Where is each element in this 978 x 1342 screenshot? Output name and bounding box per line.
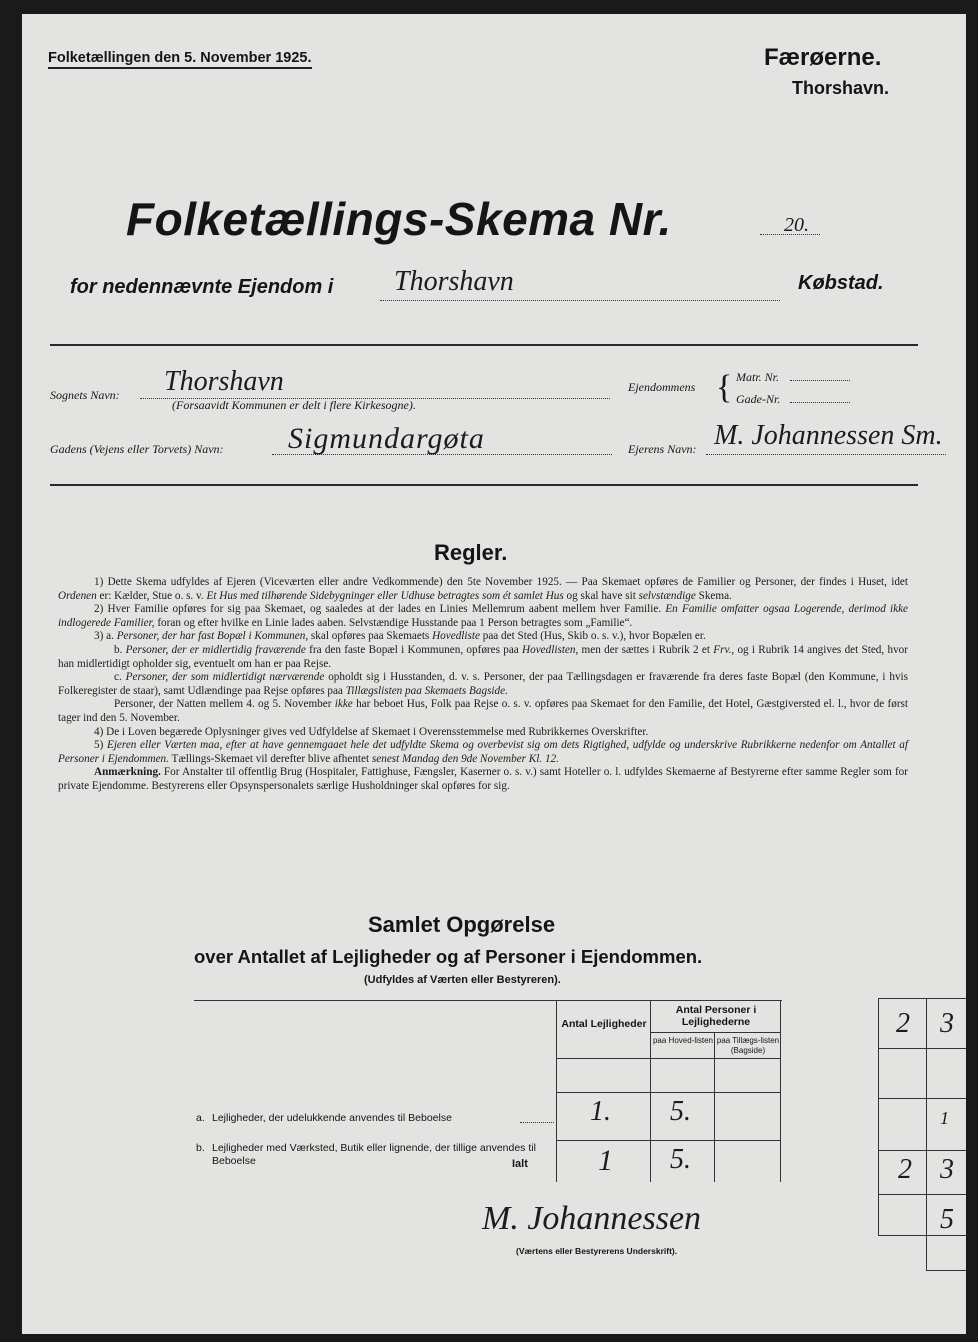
- gade-field: [790, 402, 850, 403]
- table-row-a-line: [556, 1092, 780, 1093]
- col-persons-header: Antal Personer i Lejlighederne: [675, 1004, 757, 1028]
- side-last-col-line: [926, 1194, 927, 1270]
- side-r5c2: 5: [940, 1204, 954, 1235]
- rules-text: [58, 576, 908, 794]
- owner-value: M. Johannessen Sm.: [714, 420, 943, 451]
- divider-fields: [50, 484, 918, 486]
- property-brace: {: [716, 369, 733, 406]
- side-r1c2: 3: [940, 1008, 954, 1039]
- property-number-label: Ejendommens: [628, 380, 696, 394]
- table-row-b-line: [556, 1140, 780, 1141]
- side-row-line-5: [926, 1270, 966, 1271]
- side-row-line-1: [878, 1048, 966, 1049]
- rule-3a: 3) a. Personer, der har fast Bopæl i Kommunen, skal opføres paa Skemaets Hovedliste paa det Sted (Hus, Skib o. s. v.), hvor Bopælen er.: [94, 630, 706, 643]
- table-subheader-line: [650, 1032, 780, 1033]
- rule-4: 4) De i Loven begærede Oplysninger gives ved Udfyldelse af Skemaet i Overensstemmelse med Rubrikkernes Overskrifter.: [94, 725, 649, 738]
- rule-note: Anmærkning. For Anstalter til offentlig Brug (Hospitaler, Fattighuse, Fængsler, Kaserner o. s. v.) samt Hoteller o. l. udfyldes Skemaerne af Bestyrerne efter samme Regler som for private Ejendomme. Bestyrerens eller Opsynspersonalets særlige Husholdninger skal opføres for sig.: [58, 766, 908, 792]
- table-col-line-4: [780, 1000, 781, 1182]
- gade-label: Gade-Nr.: [736, 392, 781, 406]
- total-apartments: 1: [598, 1144, 613, 1177]
- rule-3d: Personer, der Natten mellem 4. og 5. November ikke har beboet Hus, Folk paa Rejse o. s. v. opføres paa Skemaet for den Familie, det Hotel, Gæstgiversted el. l., hvor de først tager ind den 5. November.: [58, 698, 909, 724]
- parish-label: Sognets Navn:: [50, 388, 120, 402]
- side-r4c1: 2: [898, 1154, 912, 1185]
- rule-3c: c. Personer, der som midlertidigt nærværende opholdt sig i Husstanden, d. v. s. Personer, der paa Tællingsdagen er fraværende fra deres faste Bopæl (den Kommune, i hvis Folkeregister de staar), samt Udlændinge paa Rejse opføres paa Tillægslisten paa Skemaets Bagside.: [58, 671, 909, 697]
- parish-value: Thorshavn: [164, 366, 284, 397]
- street-value: Sigmundargøta: [288, 422, 485, 455]
- town-type: Købstad.: [798, 272, 884, 294]
- side-r4c2: 3: [940, 1154, 954, 1185]
- side-row-line-4: [878, 1194, 966, 1195]
- row-a-leader: [520, 1122, 554, 1123]
- table-col-line-3: [714, 1032, 715, 1182]
- property-label: for nedennævnte Ejendom i: [70, 276, 334, 298]
- side-r1c1: 2: [896, 1008, 910, 1039]
- signature: M. Johannessen: [482, 1200, 702, 1237]
- property-town-value: Thorshavn: [394, 266, 514, 297]
- owner-label: Ejerens Navn:: [628, 442, 697, 456]
- table-col-line-2: [650, 1000, 651, 1182]
- matr-label: Matr. Nr.: [736, 370, 780, 384]
- row-a-label: Lejligheder, der udelukkende anvendes til Beboelse: [212, 1112, 452, 1124]
- row-a-apartments: 1.: [590, 1096, 611, 1127]
- city-name: Thorshavn.: [792, 78, 890, 98]
- side-row-line-2: [878, 1098, 966, 1099]
- col-apartments-header: Antal Lejligheder: [561, 1018, 647, 1030]
- summary-subtitle: over Antallet af Lejligheder og af Personer i Ejendommen.: [194, 946, 703, 967]
- row-b-prefix: b.: [196, 1142, 205, 1154]
- total-main: 5.: [670, 1144, 691, 1175]
- row-b-label: Lejligheder med Værksted, Butik eller lignende, der tillige anvendes til Beboelse: [212, 1142, 536, 1167]
- parish-note: (Forsaavidt Kommunen er delt i flere Kirkesogne).: [172, 398, 416, 412]
- census-date-title: Folketællingen den 5. November 1925.: [48, 50, 312, 69]
- table-col-line-1: [556, 1000, 557, 1182]
- summary-note: (Udfyldes af Værten eller Bestyreren).: [364, 974, 561, 986]
- summary-title: Samlet Opgørelse: [368, 912, 556, 937]
- matr-field: [790, 380, 850, 381]
- rule-2: 2) Hver Familie opføres for sig paa Skemaet, og saaledes at der lades en Linies Mellemrum aabent mellem hver Familie. En Familie omfatter ogsaa Logerende, derimod ikke indlogerede Familier, foran og efter hvilke en Linie lades aaben. Selvstændige Husstande paa 1 Person betragtes som „Familie“.: [58, 603, 908, 629]
- owner-field: [706, 454, 946, 455]
- signature-caption: (Værtens eller Bestyrerens Underskrift).: [516, 1246, 678, 1256]
- col-main-header: paa Hoved-listen: [652, 1036, 714, 1045]
- divider-top: [50, 344, 918, 346]
- side-row-line-3: [878, 1150, 966, 1151]
- table-header-line: [556, 1058, 780, 1059]
- street-label: Gadens (Vejens eller Torvets) Navn:: [50, 442, 224, 456]
- side-col-line: [926, 998, 927, 1194]
- summary-top-line: [194, 1000, 782, 1001]
- form-number-value: 20.: [784, 214, 809, 236]
- row-a-prefix: a.: [196, 1112, 205, 1124]
- row-a-main: 5.: [670, 1096, 691, 1127]
- rule-3b: b. Personer, der er midlertidig fraværende fra den faste Bopæl i Kommunen, opføres paa Hovedlisten, men der sættes i Rubrik 2 et Frv., og i Rubrik 14 angives det Sted, hvor han midlertidigt opholder sig, eventuelt om han er paa Rejse.: [58, 643, 908, 670]
- form-title: Folketællings-Skema Nr.: [126, 193, 672, 245]
- property-town-field: [380, 300, 780, 301]
- region-name: Færøerne.: [764, 44, 882, 71]
- census-form-page: [22, 14, 966, 1334]
- rules-heading: Regler.: [434, 540, 508, 565]
- row-total-label: Ialt: [512, 1158, 528, 1170]
- col-supp-header: paa Tillægs-listen (Bagside): [716, 1036, 780, 1055]
- rule-5: 5) Ejeren eller Værten maa, efter at have gennemgaaet hele det udfyldte Skema og overbevist sig om dets Rigtighed, udfylde og underskrive Rubrikkerne nedenfor om Antallet af Personer i Ejendommen. Tællings-Skemaet vil derefter blive afhentet senest Mandag den 9de November Kl. 12.: [58, 739, 908, 765]
- rule-1: 1) Dette Skema udfyldes af Ejeren (Viceværten eller andre Vedkommende) den 5te November 1925. — Paa Skemaet opføres de Familier og Personer, der findes i Huset, idet Ordenen er: Kælder, Stue o. s. v. Et Hus med tilhørende Sidebygninger eller Udhuse betragtes som ét samlet Hus og skal have sit selvstændige Skema.: [58, 576, 908, 602]
- side-r3c2: 1: [940, 1108, 949, 1128]
